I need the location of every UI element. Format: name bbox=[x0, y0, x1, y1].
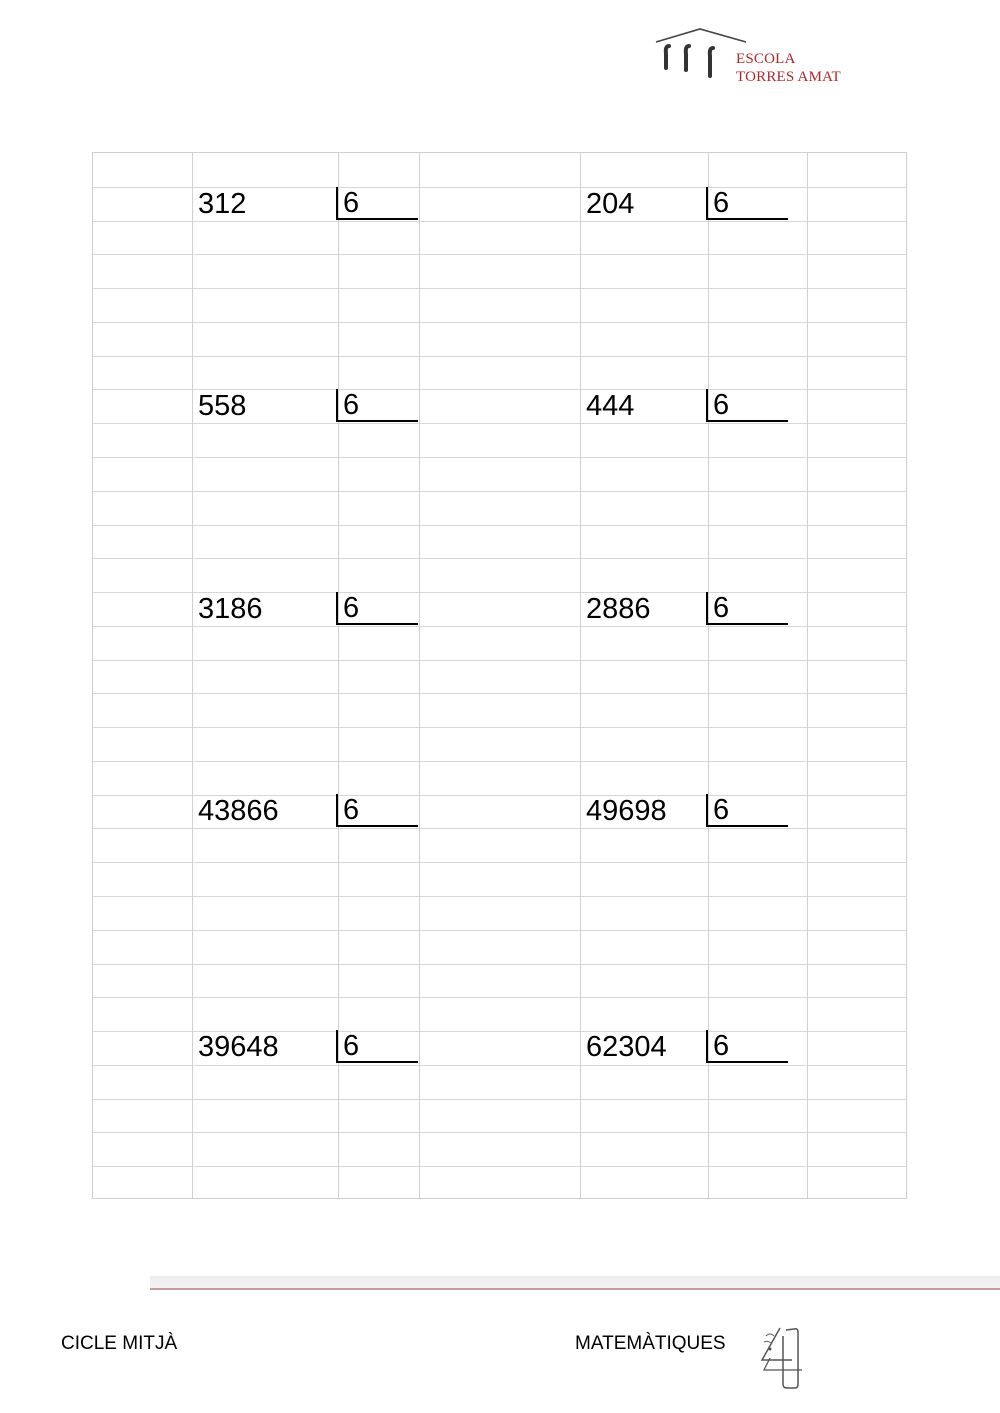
grid-row-line bbox=[93, 896, 906, 897]
dividend: 2886 bbox=[586, 593, 651, 625]
grid-row-line bbox=[93, 693, 906, 694]
school-logo bbox=[652, 26, 852, 90]
grid-row-line bbox=[93, 727, 906, 728]
grid-row-line bbox=[93, 322, 906, 323]
grid-column-line bbox=[580, 153, 581, 1198]
grid-row-line bbox=[93, 862, 906, 863]
footer-subject-label: MATEMÀTIQUES bbox=[575, 1333, 726, 1354]
divisor: 6 bbox=[343, 794, 360, 826]
dividend: 39648 bbox=[198, 1031, 279, 1063]
divisor-bracket bbox=[706, 1030, 788, 1063]
grid-row-line bbox=[93, 1099, 906, 1100]
divisor-bracket bbox=[706, 794, 788, 827]
divisor-bracket bbox=[336, 794, 418, 827]
dividend: 49698 bbox=[586, 795, 667, 827]
grid-row-line bbox=[93, 254, 906, 255]
grid-row-line bbox=[93, 423, 906, 424]
divisor-bracket bbox=[706, 389, 788, 422]
grid-row-line bbox=[93, 558, 906, 559]
worksheet-grid bbox=[92, 152, 907, 1199]
footer-cycle-label: CICLE MITJÀ bbox=[61, 1333, 178, 1354]
divisor: 6 bbox=[713, 389, 730, 421]
grid-row-line bbox=[93, 491, 906, 492]
divisor: 6 bbox=[343, 187, 360, 219]
grid-row-line bbox=[93, 221, 906, 222]
grid-row-line bbox=[93, 997, 906, 998]
divisor: 6 bbox=[713, 592, 730, 624]
grid-column-line bbox=[807, 153, 808, 1198]
grid-row-line bbox=[93, 828, 906, 829]
grid-row-line bbox=[93, 1065, 906, 1066]
grid-row-line bbox=[93, 930, 906, 931]
footer-divider bbox=[150, 1276, 1000, 1290]
divisor: 6 bbox=[713, 1030, 730, 1062]
grid-row-line bbox=[93, 525, 906, 526]
grid-row-line bbox=[93, 288, 906, 289]
divisor: 6 bbox=[343, 389, 360, 421]
grid-row-line bbox=[93, 457, 906, 458]
grid-row-line bbox=[93, 626, 906, 627]
grid-row-line bbox=[93, 356, 906, 357]
logo-text-escola: ESCOLA bbox=[736, 51, 796, 67]
divisor-bracket bbox=[706, 187, 788, 220]
divisor-bracket bbox=[336, 592, 418, 625]
divisor: 6 bbox=[713, 794, 730, 826]
grid-row-line bbox=[93, 964, 906, 965]
divisor: 6 bbox=[343, 1030, 360, 1062]
divisor: 6 bbox=[713, 187, 730, 219]
dividend: 312 bbox=[198, 188, 247, 220]
divisor: 6 bbox=[343, 592, 360, 624]
number-4-doodle-icon bbox=[750, 1322, 808, 1397]
divisor-bracket bbox=[336, 187, 418, 220]
dividend: 3186 bbox=[198, 593, 263, 625]
divisor-bracket bbox=[336, 389, 418, 422]
dividend: 204 bbox=[586, 188, 635, 220]
logo-text-torres-amat: TORRES AMAT bbox=[736, 69, 841, 85]
dividend: 62304 bbox=[586, 1031, 667, 1063]
grid-row-line bbox=[93, 1132, 906, 1133]
dividend: 444 bbox=[586, 390, 635, 422]
grid-row-line bbox=[93, 1166, 906, 1167]
dividend: 558 bbox=[198, 390, 247, 422]
divisor-bracket bbox=[706, 592, 788, 625]
grid-column-line bbox=[192, 153, 193, 1198]
grid-row-line bbox=[93, 660, 906, 661]
grid-row-line bbox=[93, 761, 906, 762]
dividend: 43866 bbox=[198, 795, 279, 827]
divisor-bracket bbox=[336, 1030, 418, 1063]
grid-column-line bbox=[419, 153, 420, 1198]
